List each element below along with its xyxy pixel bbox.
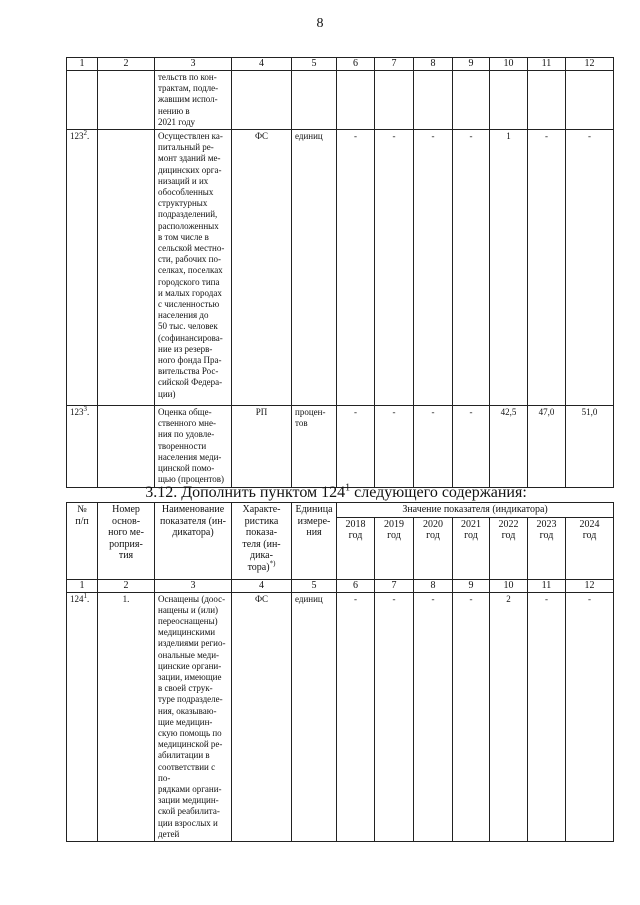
value-2024: 51,0 bbox=[566, 406, 614, 488]
col-number: 2 bbox=[98, 58, 155, 71]
value-2023: - bbox=[528, 592, 566, 841]
header-indicator-name: Наименование показателя (ин- дикатора) bbox=[155, 503, 232, 580]
col-number: 4 bbox=[232, 579, 292, 592]
indicator-name: тельств по кон- трактам, подле- жавшим испол- нению в 2021 году bbox=[155, 71, 232, 130]
page-number: 8 bbox=[316, 16, 324, 31]
col-number: 8 bbox=[414, 58, 453, 71]
col-number: 11 bbox=[528, 579, 566, 592]
col-number: 8 bbox=[414, 579, 453, 592]
indicator-name: Оснащены (доос- нащены и (или) переоснащены) медицинскими изделиями регио- ональные меди- цинские органи- зации, имеющие в своей струк- туре подразделе- ния, оказываю- щие медицин- скую помощь по медицинской ре- абилитации в соответствии с по- рядками органи- зации медицин- ской реабилита- ции взрослых и детей bbox=[155, 592, 232, 841]
table-row bbox=[67, 406, 614, 488]
indicator-type: РП bbox=[232, 406, 292, 488]
value-2020: - bbox=[414, 406, 453, 488]
header-number: № п/п bbox=[67, 503, 98, 580]
table-row bbox=[67, 71, 614, 130]
value-2019: - bbox=[375, 406, 414, 488]
header-unit: Единица измере- ния bbox=[292, 503, 337, 580]
indicator-type: ФС bbox=[232, 592, 292, 841]
indicator-unit: единиц bbox=[292, 592, 337, 841]
value-2020: - bbox=[414, 592, 453, 841]
header-year-2024: 2024 год bbox=[566, 517, 614, 579]
value-2019: - bbox=[375, 592, 414, 841]
col-number: 10 bbox=[490, 58, 528, 71]
value-2022: 42,5 bbox=[490, 406, 528, 488]
header-year-2019: 2019 год bbox=[375, 517, 414, 579]
row-number: $123^3$. bbox=[67, 406, 98, 488]
header-year-2018: 2018 год bbox=[337, 517, 375, 579]
header-row bbox=[67, 503, 614, 518]
value-2018: - bbox=[337, 130, 375, 406]
col-number: 1 bbox=[67, 579, 98, 592]
col-number: 3 bbox=[155, 579, 232, 592]
col-number: 6 bbox=[337, 58, 375, 71]
value-2018: - bbox=[337, 406, 375, 488]
value-2020: - bbox=[414, 130, 453, 406]
value-2024: - bbox=[566, 130, 614, 406]
indicator-name: Оценка обще- ственного мне- ния по удовле- творенности населения меди- цинской помо- щью (процентов) bbox=[155, 406, 232, 488]
value-2021: - bbox=[453, 592, 490, 841]
section-heading: 3.12. Дополнить пунктом $124^1$ следующего содержания: bbox=[145, 482, 527, 501]
row-number: $123^2$. bbox=[67, 130, 98, 406]
col-number: 4 bbox=[232, 58, 292, 71]
table-row bbox=[67, 592, 614, 841]
header-indicator-type: Характе- ристика показа- теля (ин- дика- тора)*) bbox=[232, 503, 292, 580]
col-number: 6 bbox=[337, 579, 375, 592]
header-year-2022: 2022 год bbox=[490, 517, 528, 579]
col-number: 5 bbox=[292, 579, 337, 592]
col-number: 1 bbox=[67, 58, 98, 71]
indicators-table-new-item bbox=[66, 502, 614, 842]
header-values-group: Значение показателя (индикатора) bbox=[337, 503, 614, 518]
col-number: 9 bbox=[453, 579, 490, 592]
table-row bbox=[67, 130, 614, 406]
value-2018: - bbox=[337, 592, 375, 841]
value-2023: 47,0 bbox=[528, 406, 566, 488]
indicator-name: Осуществлен ка- питальный ре- монт зданий ме- дицинских орга- низаций и их обособленных структурных подразделений, расположенных в том числе в сельской местно- сти, рабочих по- селках, поселках городского типа и малых городах с численностью населения до 50 тыс. человек (софинансирова- ние из резерв- ного фонда Пра- вительства Рос- сийской Федера- ции) bbox=[155, 130, 232, 406]
value-2019: - bbox=[375, 130, 414, 406]
value-2021: - bbox=[453, 406, 490, 488]
col-number: 12 bbox=[566, 58, 614, 71]
indicator-type: ФС bbox=[232, 130, 292, 406]
measure-number: 1. bbox=[98, 592, 155, 841]
col-number: 11 bbox=[528, 58, 566, 71]
header-measure-number: Номер основ- ного ме- роприя- тия bbox=[98, 503, 155, 580]
value-2022: 2 bbox=[490, 592, 528, 841]
indicator-unit: единиц bbox=[292, 130, 337, 406]
col-number: 7 bbox=[375, 579, 414, 592]
col-number: 2 bbox=[98, 579, 155, 592]
col-number: 7 bbox=[375, 58, 414, 71]
value-2022: 1 bbox=[490, 130, 528, 406]
row-number: $124^1$. bbox=[67, 592, 98, 841]
header-year-2023: 2023 год bbox=[528, 517, 566, 579]
col-number: 10 bbox=[490, 579, 528, 592]
column-numbers-row bbox=[67, 58, 614, 71]
col-number: 3 bbox=[155, 58, 232, 71]
col-number: 9 bbox=[453, 58, 490, 71]
indicators-table-continued bbox=[66, 57, 614, 488]
header-year-2020: 2020 год bbox=[414, 517, 453, 579]
value-2024: - bbox=[566, 592, 614, 841]
value-2023: - bbox=[528, 130, 566, 406]
column-numbers-row bbox=[67, 579, 614, 592]
col-number: 12 bbox=[566, 579, 614, 592]
header-year-2021: 2021 год bbox=[453, 517, 490, 579]
value-2021: - bbox=[453, 130, 490, 406]
indicator-unit: процен- тов bbox=[292, 406, 337, 488]
col-number: 5 bbox=[292, 58, 337, 71]
